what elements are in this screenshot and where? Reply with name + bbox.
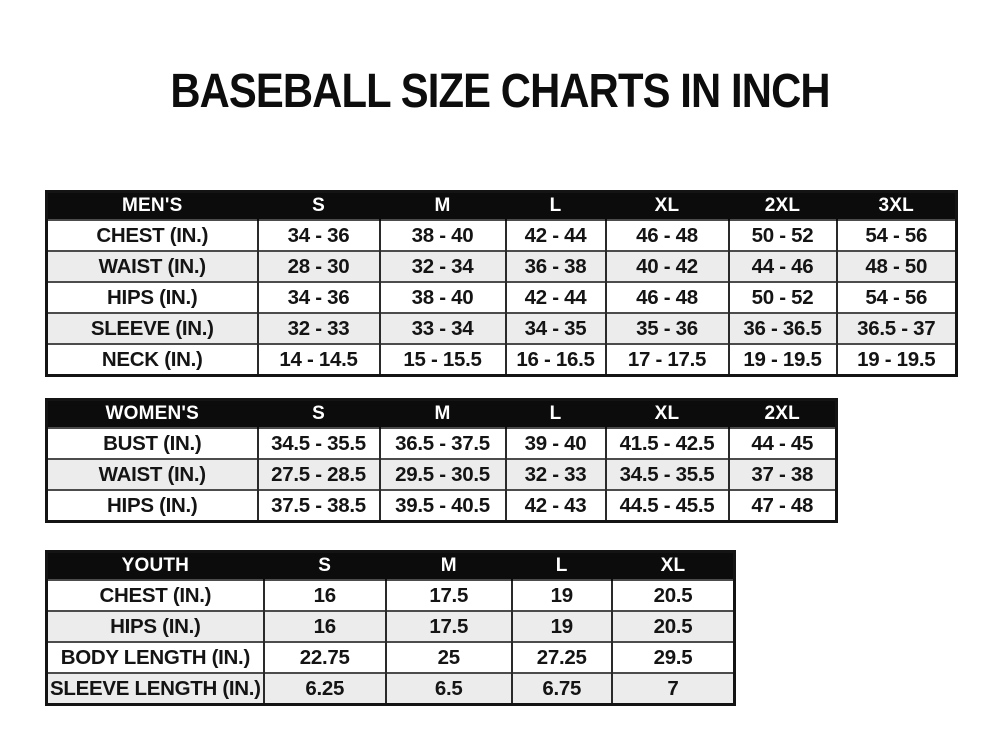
size-value: 19 [512,611,612,642]
size-value: 15 - 15.5 [380,344,506,376]
row-label: BODY LENGTH (IN.) [47,642,264,673]
size-value: 20.5 [612,580,735,611]
size-value: 42 - 44 [506,282,606,313]
row-label: SLEEVE (IN.) [47,313,258,344]
header-row [47,552,735,581]
measurement-row [47,313,957,344]
measurement-row [47,611,735,642]
size-value: 36 - 36.5 [729,313,837,344]
size-column-header: M [386,552,512,581]
size-value: 36 - 38 [506,251,606,282]
size-value: 41.5 - 42.5 [606,428,729,459]
size-value: 38 - 40 [380,220,506,251]
size-value: 33 - 34 [380,313,506,344]
size-value: 19 - 19.5 [837,344,957,376]
header-row [47,400,837,429]
measurement-row [47,220,957,251]
size-value: 36.5 - 37.5 [380,428,506,459]
size-value: 6.75 [512,673,612,705]
measurement-row [47,251,957,282]
size-value: 37.5 - 38.5 [258,490,380,522]
size-value: 27.25 [512,642,612,673]
size-value: 34 - 35 [506,313,606,344]
youth-table-grid [45,550,736,706]
size-value: 36.5 - 37 [837,313,957,344]
size-column-header: XL [606,192,729,221]
size-value: 22.75 [264,642,386,673]
measurement-row [47,490,837,522]
size-column-header: L [512,552,612,581]
size-value: 25 [386,642,512,673]
table-title-header: MEN'S [47,192,258,221]
size-value: 16 [264,580,386,611]
measurement-row [47,344,957,376]
table-title-header: WOMEN'S [47,400,258,429]
size-value: 50 - 52 [729,282,837,313]
size-value: 32 - 33 [258,313,380,344]
size-value: 32 - 34 [380,251,506,282]
mens-size-table [45,190,958,377]
size-value: 29.5 - 30.5 [380,459,506,490]
size-value: 44.5 - 45.5 [606,490,729,522]
size-column-header: L [506,192,606,221]
size-value: 34 - 36 [258,220,380,251]
size-value: 42 - 43 [506,490,606,522]
size-value: 32 - 33 [506,459,606,490]
row-label: WAIST (IN.) [47,459,258,490]
size-value: 44 - 46 [729,251,837,282]
womens-size-table [45,398,838,523]
size-value: 20.5 [612,611,735,642]
size-value: 14 - 14.5 [258,344,380,376]
size-value: 35 - 36 [606,313,729,344]
table-title-header: YOUTH [47,552,264,581]
size-value: 34.5 - 35.5 [606,459,729,490]
womens-table-grid [45,398,838,523]
size-value: 39.5 - 40.5 [380,490,506,522]
size-value: 17 - 17.5 [606,344,729,376]
row-label: CHEST (IN.) [47,580,264,611]
row-label: HIPS (IN.) [47,282,258,313]
size-value: 27.5 - 28.5 [258,459,380,490]
size-value: 16 [264,611,386,642]
size-value: 6.25 [264,673,386,705]
size-value: 17.5 [386,580,512,611]
size-value: 50 - 52 [729,220,837,251]
measurement-row [47,282,957,313]
size-value: 28 - 30 [258,251,380,282]
page-title: BASEBALL SIZE CHARTS IN INCH [170,65,830,118]
measurement-row [47,428,837,459]
measurement-row [47,673,735,705]
size-column-header: XL [612,552,735,581]
row-label: CHEST (IN.) [47,220,258,251]
row-label: NECK (IN.) [47,344,258,376]
size-column-header: M [380,192,506,221]
row-label: WAIST (IN.) [47,251,258,282]
size-value: 16 - 16.5 [506,344,606,376]
measurement-row [47,580,735,611]
size-value: 34 - 36 [258,282,380,313]
size-value: 38 - 40 [380,282,506,313]
size-column-header: 2XL [729,192,837,221]
size-column-header: S [264,552,386,581]
size-value: 17.5 [386,611,512,642]
size-column-header: M [380,400,506,429]
size-value: 44 - 45 [729,428,837,459]
size-value: 19 - 19.5 [729,344,837,376]
size-column-header: XL [606,400,729,429]
size-value: 42 - 44 [506,220,606,251]
size-value: 7 [612,673,735,705]
youth-size-table [45,550,736,706]
row-label: HIPS (IN.) [47,611,264,642]
size-value: 47 - 48 [729,490,837,522]
size-column-header: L [506,400,606,429]
size-value: 46 - 48 [606,220,729,251]
row-label: BUST (IN.) [47,428,258,459]
row-label: HIPS (IN.) [47,490,258,522]
size-value: 46 - 48 [606,282,729,313]
size-column-header: S [258,192,380,221]
size-value: 19 [512,580,612,611]
size-value: 6.5 [386,673,512,705]
size-column-header: 2XL [729,400,837,429]
mens-table-grid [45,190,958,377]
size-value: 29.5 [612,642,735,673]
size-value: 48 - 50 [837,251,957,282]
measurement-row [47,459,837,490]
size-value: 40 - 42 [606,251,729,282]
size-value: 54 - 56 [837,282,957,313]
size-value: 54 - 56 [837,220,957,251]
size-value: 39 - 40 [506,428,606,459]
row-label: SLEEVE LENGTH (IN.) [47,673,264,705]
size-column-header: S [258,400,380,429]
size-value: 37 - 38 [729,459,837,490]
header-row [47,192,957,221]
measurement-row [47,642,735,673]
size-column-header: 3XL [837,192,957,221]
size-value: 34.5 - 35.5 [258,428,380,459]
